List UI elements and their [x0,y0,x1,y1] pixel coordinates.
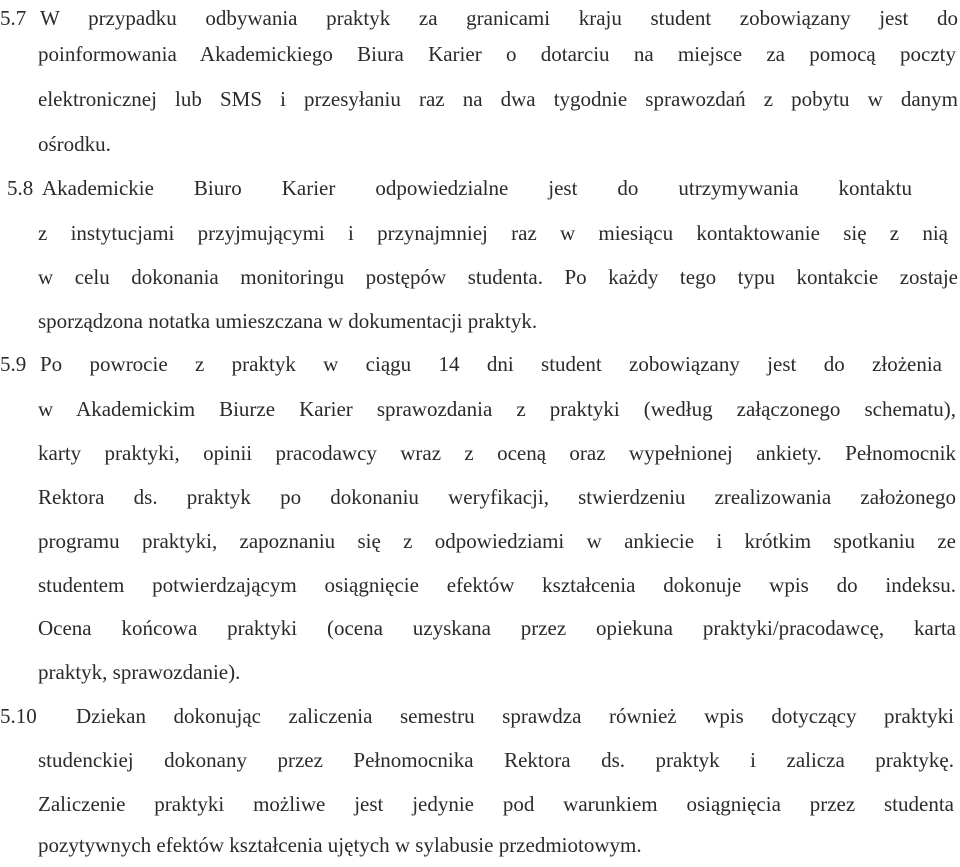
paragraph-line: praktyk, sprawozdanie). [38,660,241,684]
paragraph-line: Ocena końcowa praktyki (ocena uzyskana przez opiekuna praktyki/pracodawcę, karta [38,616,956,640]
paragraph-line: w Akademickim Biurze Karier sprawozdania z praktyki (według załączonego schematu), [38,397,956,421]
section-5-9-line-8 [0,650,960,694]
paragraph-line: W przypadku odbywania praktyk za granicami kraju student zobowiązany jest do [40,6,958,30]
section-5-7-line-4 [0,122,960,166]
section-5-7-line-2 [0,32,960,76]
section-5-9-line-5 [0,519,960,563]
paragraph-line: Po powrocie z praktyk w ciągu 14 dni student zobowiązany jest do złożenia [40,352,942,376]
section-number: 5.9 [0,352,27,376]
section-5-8-line-2 [0,211,960,255]
section-5-10-line-3 [0,782,960,826]
paragraph-line: pozytywnych efektów kształcenia ujętych w sylabusie przedmiotowym. [38,833,642,857]
section-5-9-line-6 [0,563,960,607]
section-5-7-line-3 [0,77,960,121]
paragraph-line: poinformowania Akademickiego Biura Karier o dotarciu na miejsce za pomocą poczty [38,42,956,66]
section-5-10-line-2 [0,738,960,782]
section-5-9-line-3 [0,431,960,475]
paragraph-line: z instytucjami przyjmującymi i przynajmniej raz w miesiącu kontaktowanie się z nią [38,221,948,245]
paragraph-line: programu praktyki, zapoznaniu się z odpowiedziami w ankiecie i krótkim spotkaniu ze [38,529,956,553]
section-5-9-line-7 [0,606,960,650]
section-5-10-line-1 [0,694,960,738]
section-5-9-line-1 [0,342,960,386]
paragraph-line: karty praktyki, opinii pracodawcy wraz z oceną oraz wypełnionej ankiety. Pełnomocnik [38,441,956,465]
section-5-8-line-4 [0,299,960,343]
paragraph-line: studenckiej dokonany przez Pełnomocnika Rektora ds. praktyk i zalicza praktykę. [38,748,954,772]
paragraph-line: elektronicznej lub SMS i przesyłaniu raz na dwa tygodnie sprawozdań z pobytu w danym [38,87,958,111]
paragraph-line: studentem potwierdzającym osiągnięcie efektów kształcenia dokonuje wpis do indeksu. [38,573,956,597]
paragraph-line: sporządzona notatka umieszczana w dokumentacji praktyk. [38,309,538,333]
paragraph-line: ośrodku. [38,132,111,156]
paragraph-line: Akademickie Biuro Karier odpowiedzialne jest do utrzymywania kontaktu [42,176,912,200]
section-number: 5.8 [7,176,34,200]
paragraph-line: w celu dokonania monitoringu postępów studenta. Po każdy tego typu kontakcie zostaje [38,265,958,289]
section-5-9-line-2 [0,387,960,431]
section-5-10-line-4 [0,823,960,867]
section-5-9-line-4 [0,475,960,519]
paragraph-line: Rektora ds. praktyk po dokonaniu weryfikacji, stwierdzeniu zrealizowania założonego [38,485,956,509]
paragraph-line: Dziekan dokonując zaliczenia semestru sprawdza również wpis dotyczący praktyki [76,704,954,728]
section-number: 5.10 [0,704,37,728]
section-number: 5.7 [0,6,27,30]
section-5-8-line-1 [0,166,960,210]
section-5-8-line-3 [0,255,960,299]
paragraph-line: Zaliczenie praktyki możliwe jest jedynie pod warunkiem osiągnięcia przez studenta [38,792,954,816]
